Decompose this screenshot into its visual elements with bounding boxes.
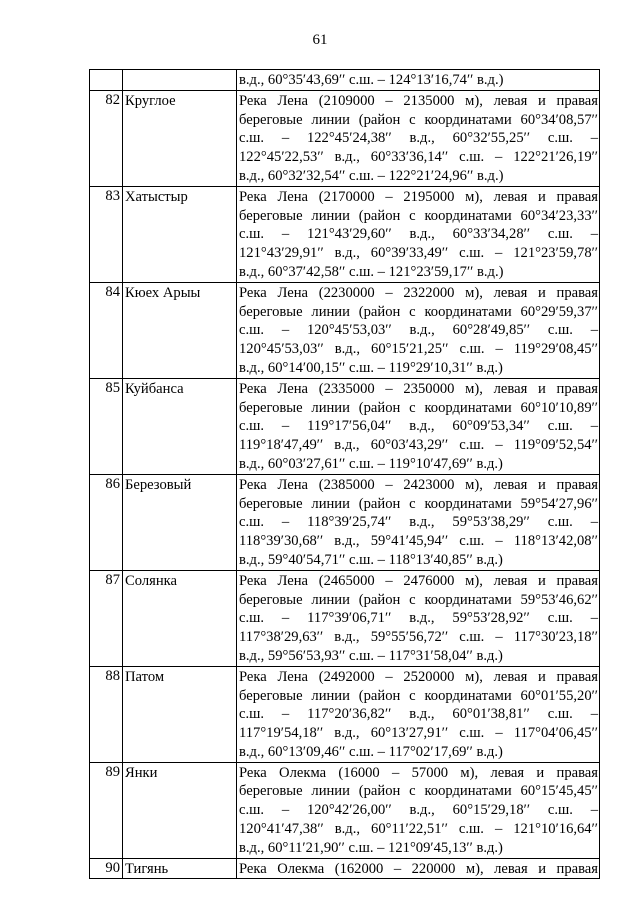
site-name: Круглое	[123, 90, 237, 186]
site-name: Куйбанса	[123, 378, 237, 474]
description-line: 120°45′53,03′′ в.д., 60°15′21,25′′ с.ш. – 119°29′08,45′′	[239, 341, 598, 358]
row-number: 88	[90, 666, 123, 762]
row-number: 86	[90, 474, 123, 570]
description-line: Река Лена (2465000 – 2476000 м), левая и правая	[239, 572, 598, 589]
description-line: в.д., 60°11′21,90′′ с.ш. – 121°09′45,13′′ в.д.)	[239, 839, 503, 856]
table-row	[90, 666, 600, 762]
description-line: с.ш. – 121°43′29,60′′ в.д., 60°33′34,28′′ с.ш. –	[239, 226, 598, 243]
description-line: Река Олекма (16000 – 57000 м), левая и правая	[239, 764, 598, 781]
description-line: Река Лена (2385000 – 2423000 м), левая и правая	[239, 476, 598, 493]
site-description	[237, 762, 600, 858]
row-number: 84	[90, 282, 123, 378]
site-name: Хатыстыр	[123, 186, 237, 282]
description-line: береговые линии (район с координатами 59°53′46,62′′	[239, 591, 598, 608]
registry-table	[89, 69, 600, 879]
description-line: в.д., 60°35′43,69′′ с.ш. – 124°13′16,74′′ в.д.)	[239, 72, 504, 88]
description-line: в.д., 60°14′00,15′′ с.ш. – 119°29′10,31′′ в.д.)	[239, 359, 503, 376]
site-description	[237, 666, 600, 762]
description-line: береговые линии (район с координатами 60°10′10,89′′	[239, 399, 598, 416]
description-line: 119°18′47,49′′ в.д., 60°03′43,29′′ с.ш. – 119°09′52,54′′	[239, 437, 598, 454]
row-number: 89	[90, 762, 123, 858]
description-line: береговые линии (район с координатами 60°34′08,57′′	[239, 111, 598, 128]
description-line: с.ш. – 120°42′26,00′′ в.д., 60°15′29,18′′ с.ш. –	[239, 802, 598, 819]
row-number: 82	[90, 90, 123, 186]
description-line: с.ш. – 118°39′25,74′′ в.д., 59°53′38,29′′ с.ш. –	[239, 514, 598, 531]
row-number: 90	[90, 858, 123, 879]
description-line: в.д., 59°56′53,93′′ с.ш. – 117°31′58,04′′ в.д.)	[239, 647, 503, 664]
description-line: в.д., 60°32′32,54′′ с.ш. – 122°21′24,96′′ в.д.)	[239, 167, 504, 184]
table-row	[90, 90, 600, 186]
description-line: в.д., 59°40′54,71′′ с.ш. – 118°13′40,85′′ в.д.)	[239, 551, 503, 568]
description-line: Река Лена (2170000 – 2195000 м), левая и правая	[239, 188, 598, 205]
description-line: береговые линии (район с координатами 60°34′23,33′′	[239, 207, 598, 224]
table-row	[90, 186, 600, 282]
table-row	[90, 858, 600, 879]
table-row	[90, 70, 600, 91]
site-name	[123, 70, 237, 91]
description-line: 118°39′30,68′′ в.д., 59°41′45,94′′ с.ш. – 118°13′42,08′′	[239, 533, 598, 550]
site-description	[237, 474, 600, 570]
site-description	[237, 70, 600, 91]
site-name: Березовый	[123, 474, 237, 570]
description-line: Река Лена (2335000 – 2350000 м), левая и правая	[239, 380, 598, 397]
table-row	[90, 378, 600, 474]
site-description	[237, 858, 600, 879]
description-line: в.д., 60°37′42,58′′ с.ш. – 121°23′59,17′′ в.д.)	[239, 263, 504, 280]
table-row	[90, 474, 600, 570]
description-line: 117°19′54,18′′ в.д., 60°13′27,91′′ с.ш. – 117°04′06,45′′	[239, 725, 598, 742]
description-line: Река Лена (2230000 – 2322000 м), левая и правая	[239, 284, 598, 301]
description-line: Река Олекма (162000 – 220000 м), левая и правая	[239, 860, 598, 877]
description-line: береговые линии (район с координатами 60°15′45,45′′	[239, 783, 598, 800]
site-description	[237, 378, 600, 474]
site-name: Кюех Арыы	[123, 282, 237, 378]
site-description	[237, 282, 600, 378]
description-line: 120°41′47,38′′ в.д., 60°11′22,51′′ с.ш. – 121°10′16,64′′	[239, 821, 598, 838]
description-line: с.ш. – 120°45′53,03′′ в.д., 60°28′49,85′′ с.ш. –	[239, 322, 598, 339]
description-line: в.д., 60°13′09,46′′ с.ш. – 117°02′17,69′′ в.д.)	[239, 743, 503, 760]
description-line: Река Лена (2109000 – 2135000 м), левая и правая	[239, 92, 598, 109]
description-line: с.ш. – 117°20′36,82′′ в.д., 60°01′38,81′′ с.ш. –	[239, 706, 598, 723]
site-description	[237, 186, 600, 282]
site-name: Тигянь	[123, 858, 237, 879]
table-row	[90, 282, 600, 378]
description-line: 122°45′22,53′′ в.д., 60°33′36,14′′ с.ш. – 122°21′26,19′′	[239, 149, 598, 166]
description-line: береговые линии (район с координатами 59°54′27,96′′	[239, 495, 598, 512]
description-line: в.д., 60°03′27,61′′ с.ш. – 119°10′47,69′′ в.д.)	[239, 455, 503, 472]
table-row	[90, 570, 600, 666]
description-line: 121°43′29,91′′ в.д., 60°39′33,49′′ с.ш. – 121°23′59,78′′	[239, 245, 598, 262]
site-description	[237, 90, 600, 186]
description-line: с.ш. – 122°45′24,38′′ в.д., 60°32′55,25′′ с.ш. –	[239, 130, 598, 147]
description-line: с.ш. – 119°17′56,04′′ в.д., 60°09′53,34′′ с.ш. –	[239, 418, 598, 435]
site-description	[237, 570, 600, 666]
description-line: береговые линии (район с координатами 60°01′55,20′′	[239, 687, 598, 704]
description-line: 117°38′29,63′′ в.д., 59°55′56,72′′ с.ш. – 117°30′23,18′′	[239, 629, 598, 646]
description-line: с.ш. – 117°39′06,71′′ в.д., 59°53′28,92′′ с.ш. –	[239, 610, 598, 627]
row-number	[90, 70, 123, 91]
table-row	[90, 762, 600, 858]
row-number: 83	[90, 186, 123, 282]
site-name: Патом	[123, 666, 237, 762]
description-line: Река Лена (2492000 – 2520000 м), левая и правая	[239, 668, 598, 685]
description-line: береговые линии (район с координатами 60°29′59,37′′	[239, 303, 598, 320]
site-name: Солянка	[123, 570, 237, 666]
row-number: 85	[90, 378, 123, 474]
site-name: Янки	[123, 762, 237, 858]
row-number: 87	[90, 570, 123, 666]
page-number: 61	[312, 32, 328, 48]
